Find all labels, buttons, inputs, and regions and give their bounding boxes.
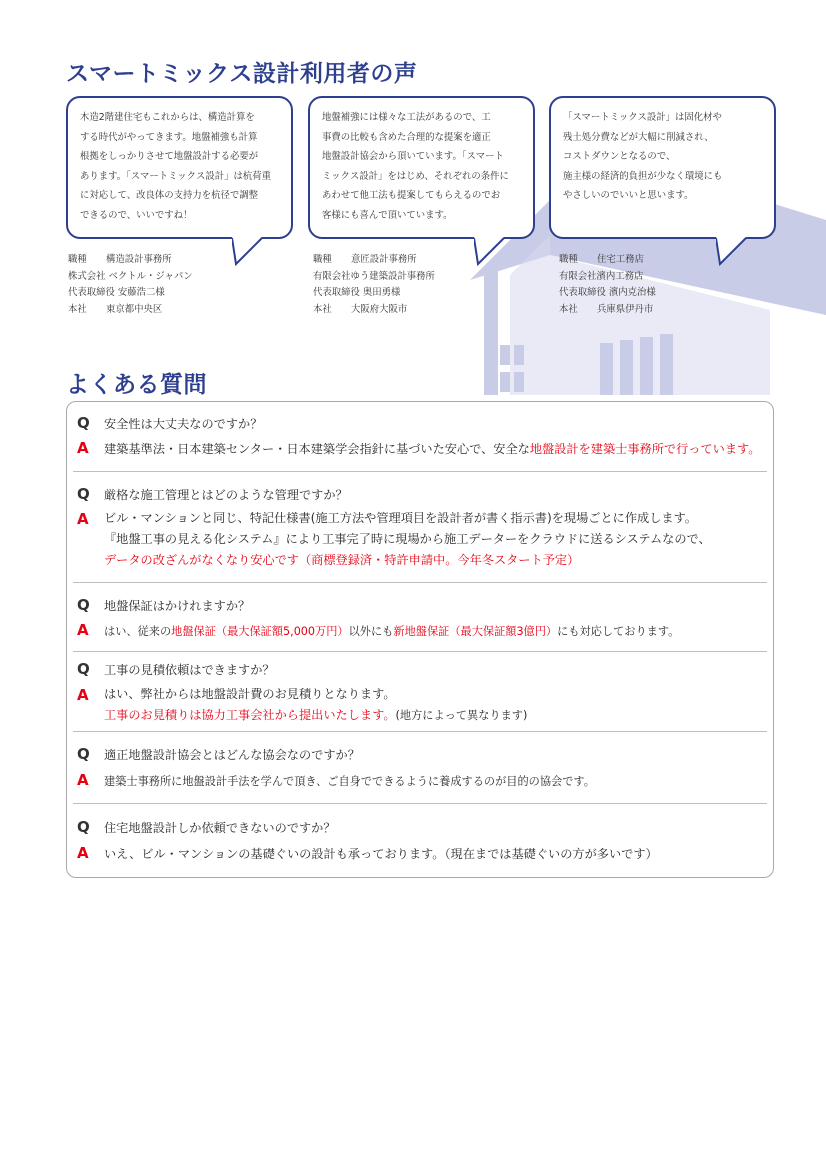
q-mark: Q [77,818,90,836]
answer-highlight: 工事のお見積りは協力工事会社から提出いたします。 [104,708,396,722]
hq: 大阪府大阪市 [351,303,408,315]
speech-bubble-tail [716,237,748,267]
faq-divider [73,803,767,804]
voice-3-line: コストダウンとなるので、 [563,151,676,162]
voice-2-line: 地盤設計協会から頂いています。「スマート [322,151,504,162]
voice-1-line: する時代がやってきます。地盤補強も計算 [80,131,258,143]
faq-title: よくある質問 [66,372,207,398]
a-mark: A [77,844,89,862]
voice-2-line: 事費の比較も含めた合理的な提案を適正 [322,131,491,143]
answer-text [104,684,763,726]
q-mark: Q [77,745,90,763]
a-mark: A [77,771,89,789]
voice-2-line: 地盤補強には様々な工法があるので、工 [322,112,491,123]
answer-line: はい、弊社からは地盤設計費のお見積りとなります。 [104,687,396,701]
answer-part: 建築基準法・日本建築センター・日本建築学会指針に基づいた安心で、安全な [104,442,530,456]
q-mark: Q [77,485,90,503]
job: 意匠設計事務所 [351,254,417,265]
job-label: 職種 [313,254,332,265]
speech-bubble-tail [232,237,264,267]
question-text: 地盤保証はかけれますか？ [104,599,251,613]
answer-part: 以外にも [348,625,394,638]
question-text: 住宅地盤設計しか依頼できないのですか？ [104,821,336,835]
job: 構造設計事務所 [106,254,172,265]
q-mark: Q [77,596,90,614]
voice-1-info [68,252,193,318]
job: 住宅工務店 [597,254,644,265]
voice-2-info [313,252,435,318]
person: 代表取締役 奥田勇様 [313,287,401,298]
answer-highlight: 新地盤保証（最大保証額3億円） [393,625,558,638]
speech-bubble-tail [474,237,506,267]
job-label: 職種 [68,254,87,265]
answer-text: 建築士事務所に地盤設計手法を学んで頂き、ご自身でできるように養成するのが目的の協会です。 [104,775,595,788]
job-label: 職種 [559,254,578,265]
answer-part: はい、従来の [104,625,172,638]
company: 有限会社濱内工務店 [559,270,644,282]
answer-part: (地方によって異なります) [395,709,528,722]
company: 株式会社 ベクトル・ジャパン [68,270,193,282]
faq-divider [73,651,767,652]
voice-1-line: あります。「スマートミックス設計」は杭荷重 [80,170,271,182]
voice-3-line: 残土処分費などが大幅に削減され、 [563,131,714,143]
voice-3-line: 「スマートミックス設計」は固化材や [563,112,722,123]
a-mark: A [77,510,89,528]
answer-text [104,508,763,571]
voice-bubble-1 [66,96,293,239]
answer-highlight: 地盤保証（最大保証額5,000万円） [171,625,349,638]
faq-divider [73,471,767,472]
answer-text [104,623,763,639]
answer-line: 『地盤工事の見える化システム』により工事完了時に現場から施工データーをクラウドに送るシステムなので、 [104,532,711,546]
voice-2-line: あわせて他工法も提案してもらえるのでお [322,190,501,201]
person: 代表取締役 安藤浩二様 [68,287,165,298]
hq-label: 本社 [68,303,87,315]
faq-list [66,401,774,878]
answer-line [104,705,763,726]
a-mark: A [77,621,89,639]
faq-divider [73,731,767,732]
question-text: 厳格な施工管理とはどのような管理ですか？ [104,488,348,502]
a-mark: A [77,439,89,457]
question-text: 適正地盤設計協会とはどんな協会なのですか？ [104,748,360,762]
voice-bubble-2 [308,96,535,239]
q-mark: Q [77,660,90,678]
question-text: 安全性は大丈夫なのですか？ [104,417,263,431]
voice-1-line: 根拠をしっかりさせて地盤設計する必要が [80,151,259,162]
answer-line: ビル・マンションと同じ、特記仕様書(施工方法や管理項目を設計者が書く指示書)を現場ごとに作成します。 [104,511,697,525]
voice-1-line: できるので、いいですね！ [80,209,193,221]
answer-highlight: データの改ざんがなくなり安心です（商標登録済・特許申請中。今年冬スタート予定） [104,553,580,567]
faq-divider [73,582,767,583]
question-text: 工事の見積依頼はできますか？ [104,663,275,677]
voice-3-info [559,252,656,318]
hq-label: 本社 [559,303,578,315]
voice-1-line: に対応して、改良体の支持力を杭径で調整 [80,190,258,201]
person: 代表取締役 濱内克治様 [559,287,656,298]
hq: 兵庫県伊丹市 [597,303,654,315]
answer-text [104,440,763,457]
hq: 東京都中央区 [106,303,163,315]
voice-bubble-3 [549,96,776,239]
answer-part: にも対応しております。 [557,625,680,638]
hq-label: 本社 [313,303,332,315]
voices-title: スマートミックス設計利用者の声 [66,61,418,87]
voice-2-line: ミックス設計」をはじめ、それぞれの条件に [322,170,509,182]
voice-2-line: 客様にも喜んで頂いています。 [322,209,453,221]
company: 有限会社ゆう建築設計事務所 [313,270,435,282]
voice-3-line: やさしいのでいいと思います。 [563,190,694,201]
voice-1-line: 木造2階建住宅もこれからは、構造計算を [80,112,255,123]
a-mark: A [77,686,89,704]
voice-3-line: 施主様の経済的負担が少なく環境にも [563,170,723,182]
q-mark: Q [77,414,90,432]
answer-text: いえ、ビル・マンションの基礎ぐいの設計も承っております。（現在までは基礎ぐいの方が多いです） [104,847,658,861]
answer-highlight: 地盤設計を建築士事務所で行っています。 [529,442,761,456]
